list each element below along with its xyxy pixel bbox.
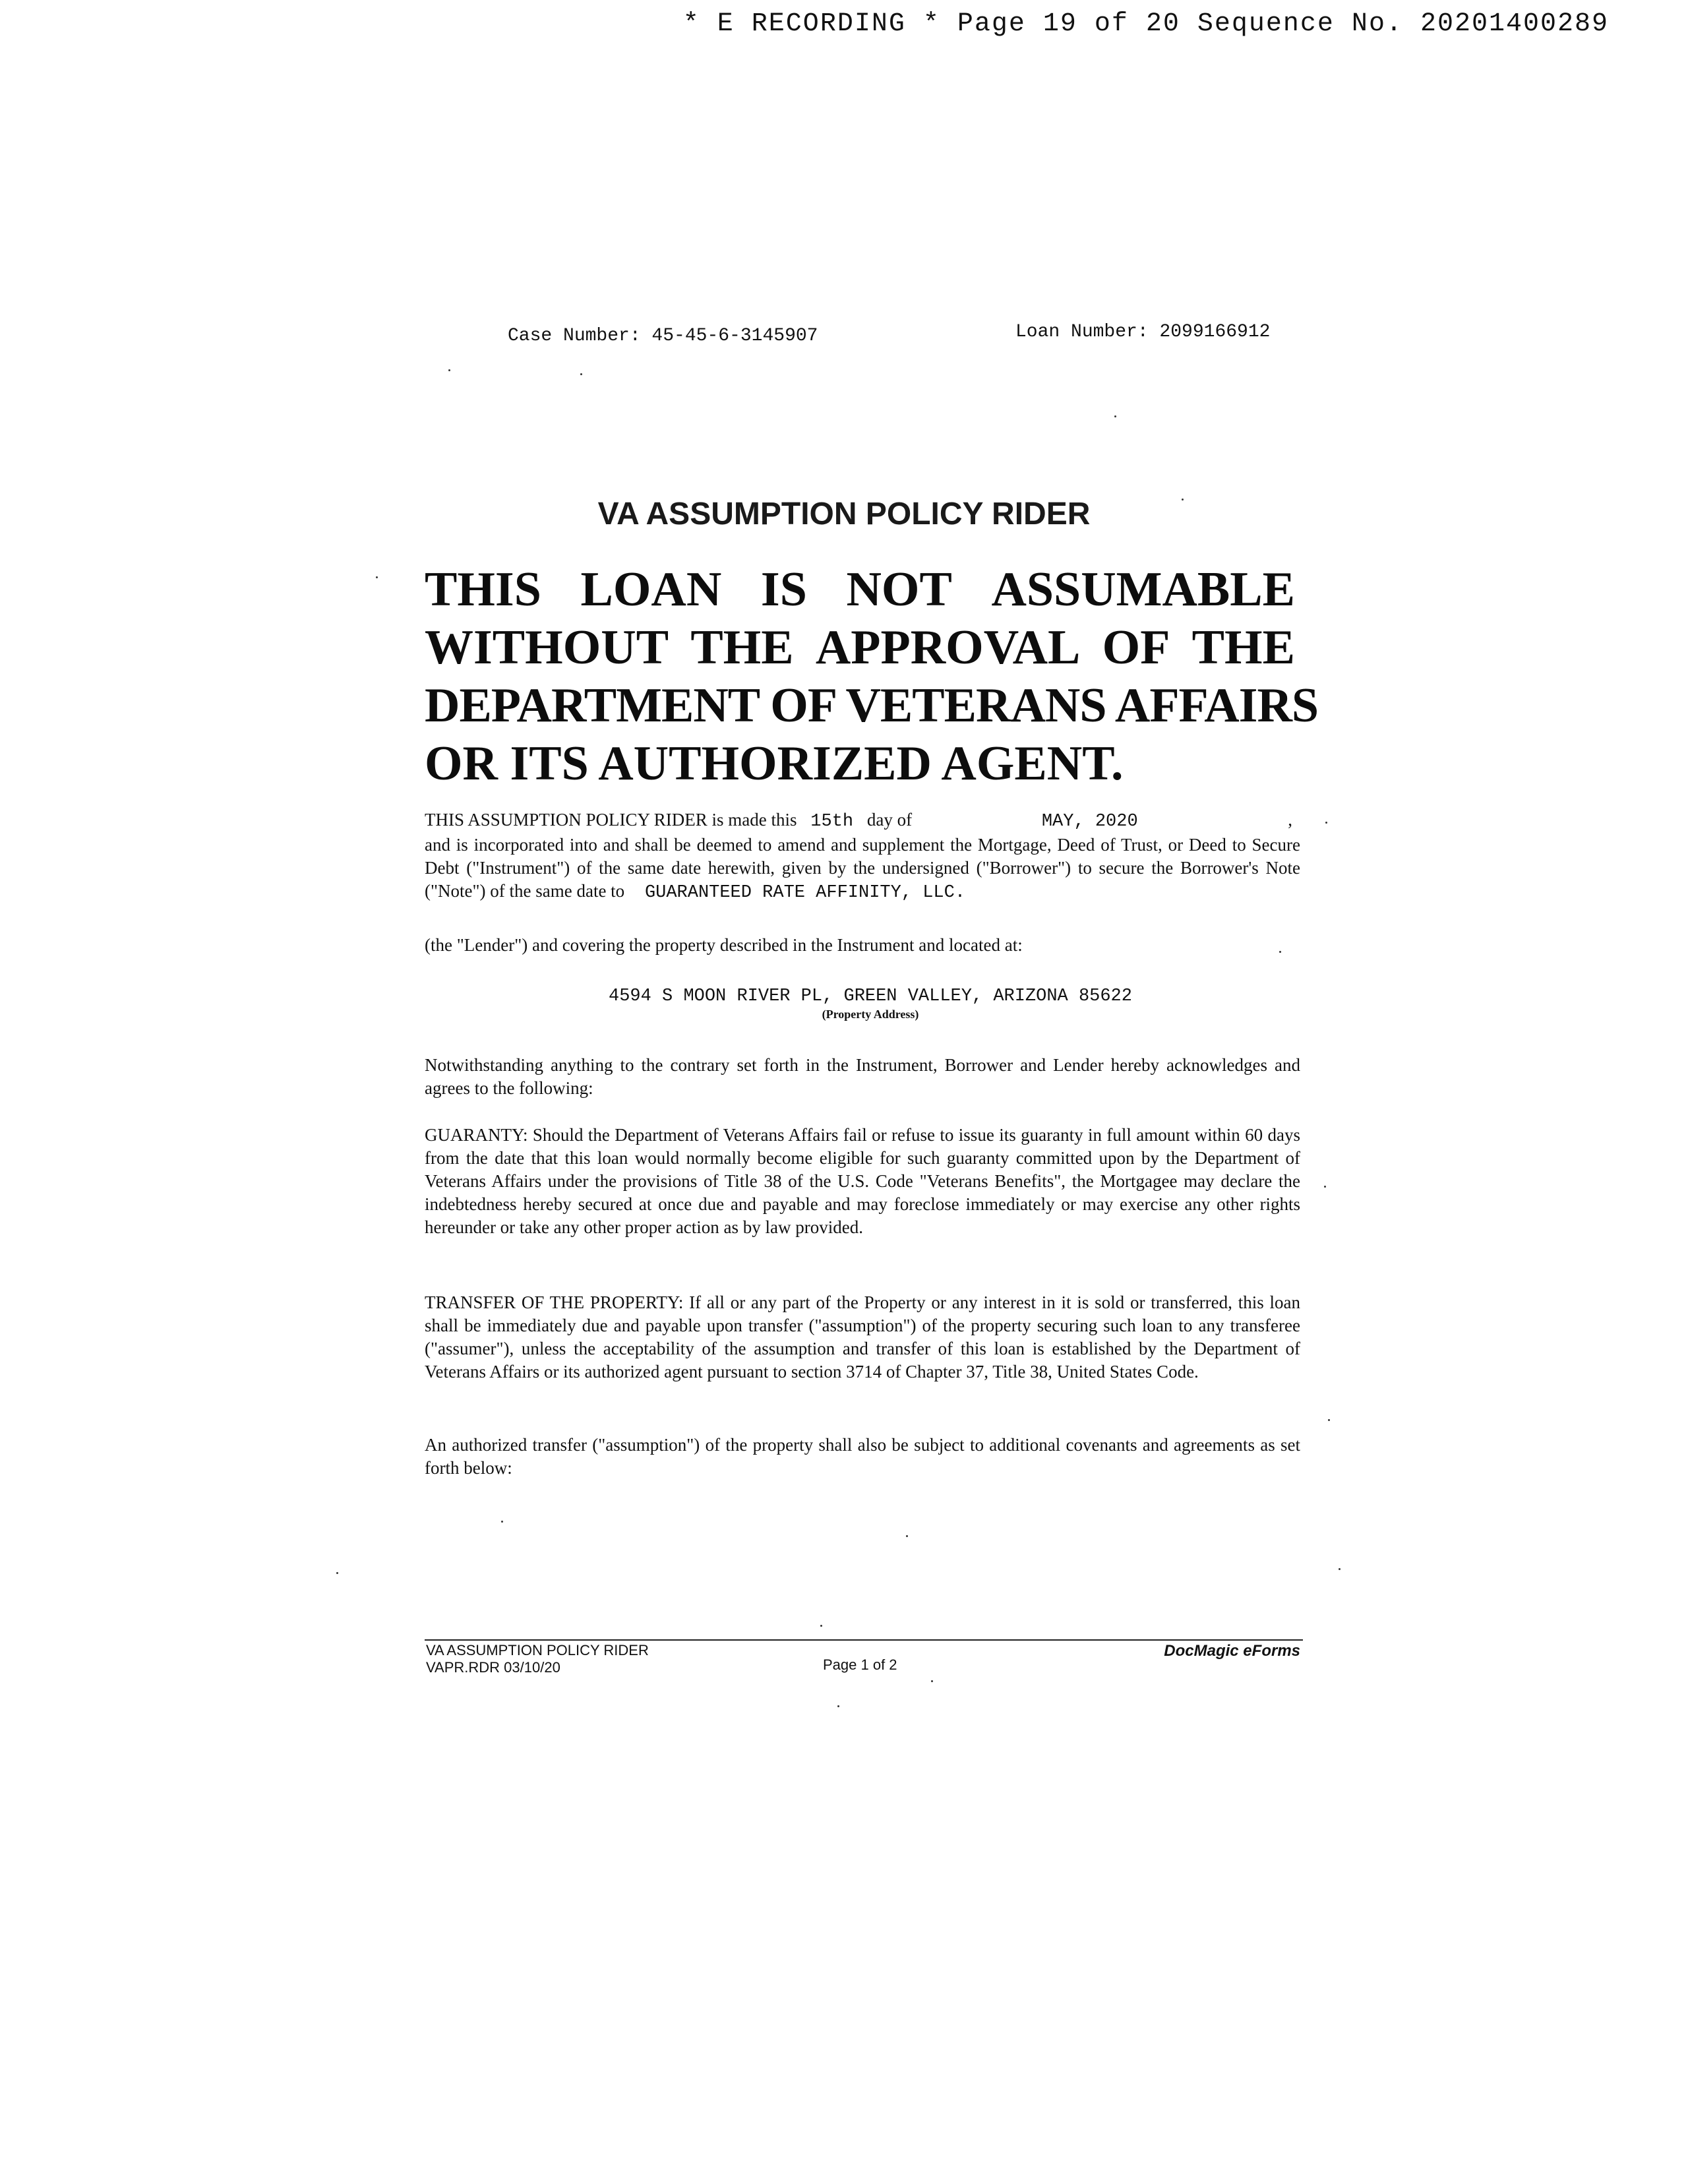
footer-form-name: VA ASSUMPTION POLICY RIDER bbox=[426, 1642, 649, 1658]
intro-comma: , bbox=[1288, 810, 1292, 830]
authorized-transfer-text: An authorized transfer ("assumption") of the property shall also be subject to additional covenants and agreements as set forth below: bbox=[425, 1435, 1300, 1478]
banner-word: IS bbox=[760, 562, 807, 617]
scan-speck bbox=[501, 1521, 503, 1523]
intro-date: MAY, 2020 bbox=[1041, 812, 1138, 832]
banner-word: NOT bbox=[846, 562, 952, 617]
footer-brand-logo: DocMagic eForms bbox=[1164, 1642, 1300, 1660]
banner-word: ASSUMABLE bbox=[991, 562, 1295, 617]
guaranty-text: GUARANTY: Should the Department of Veterans Affairs fail or refuse to issue its guaranty in full amount within 60 days from the date that this loan would normally become eligible for such guaranty committed upon by the Department of Veterans Affairs under the provisions of Title 38 of the U.S. Code "Veterans Benefits", the Mortgagee may declare the indebtedness hereby secured at once due and payable and may foreclose immediately or may exercise any other rights hereunder or take any other proper action as by law provided. bbox=[425, 1125, 1300, 1237]
case-number: Case Number: 45-45-6-3145907 bbox=[508, 326, 818, 346]
scan-speck bbox=[1324, 1186, 1326, 1188]
intro-first-line bbox=[425, 808, 1300, 834]
scan-speck bbox=[448, 369, 450, 371]
banner-word: APPROVAL bbox=[815, 621, 1081, 675]
banner-word: THIS bbox=[425, 562, 541, 617]
transfer-paragraph bbox=[425, 1291, 1300, 1383]
guaranty-paragraph bbox=[425, 1124, 1300, 1239]
property-address-block bbox=[0, 986, 1688, 1021]
banner-line-2 bbox=[425, 619, 1295, 677]
intro-lender-name: GUARANTEED RATE AFFINITY, LLC. bbox=[644, 883, 966, 903]
document-title: VA ASSUMPTION POLICY RIDER bbox=[597, 497, 1091, 531]
intro-made-this: THIS ASSUMPTION POLICY RIDER is made this bbox=[425, 810, 797, 830]
property-address-caption: (Property Address) bbox=[822, 1008, 919, 1021]
scan-speck bbox=[1114, 415, 1116, 417]
banner-word: THE bbox=[690, 621, 794, 675]
banner-word: WITHOUT bbox=[425, 621, 669, 675]
authorized-transfer-paragraph bbox=[425, 1434, 1300, 1480]
intro-body: and is incorporated into and shall be deemed to amend and supplement the Mortgage, Deed of Trust, or Deed to Secure Debt ("Instrument") of the same date herewith, given by the undersigned ("Borrower") to secure the Borrower's Note ("Note") of the same date to bbox=[425, 835, 1300, 901]
recording-header: * E RECORDING * Page 19 of 20 Sequence No. 20201400289 bbox=[682, 9, 1609, 39]
banner-word: THE bbox=[1191, 621, 1295, 675]
scan-speck bbox=[376, 576, 378, 578]
banner-line-4: OR ITS AUTHORIZED AGENT. bbox=[425, 737, 1124, 791]
scan-speck bbox=[1182, 499, 1184, 501]
scan-speck bbox=[1279, 951, 1281, 953]
scan-speck bbox=[837, 1705, 839, 1707]
banner-word: LOAN bbox=[580, 562, 722, 617]
scan-speck bbox=[1328, 1419, 1330, 1421]
banner-line-3: DEPARTMENT OF VETERANS AFFAIRS bbox=[425, 679, 1319, 733]
notwithstanding-text: Notwithstanding anything to the contrary set forth in the Instrument, Borrower and Lender hereby acknowledges and agrees to the following: bbox=[425, 1055, 1300, 1098]
transfer-text: TRANSFER OF THE PROPERTY: If all or any part of the Property or any interest in it is sold or transferred, this loan shall be immediately due and payable upon transfer ("assumption") of the property securing such loan to any transferee ("assumer"), unless the acceptability of the assumption and transfer of this loan is established by the Department of Veterans Affairs or its authorized agent pursuant to section 3714 of Chapter 37, Title 38, United States Code. bbox=[425, 1292, 1300, 1381]
banner-line-1 bbox=[425, 561, 1295, 619]
scan-speck bbox=[1339, 1568, 1341, 1570]
scan-speck bbox=[906, 1535, 908, 1537]
notwithstanding-paragraph bbox=[425, 1054, 1300, 1100]
not-assumable-banner bbox=[425, 561, 1319, 793]
scan-speck bbox=[580, 373, 582, 375]
scan-speck bbox=[1325, 822, 1327, 824]
intro-day-of: day of bbox=[866, 810, 913, 830]
loan-number: Loan Number: 2099166912 bbox=[1015, 322, 1271, 342]
intro-day: 15th bbox=[810, 812, 854, 832]
scan-speck bbox=[336, 1572, 338, 1574]
banner-word: OF bbox=[1102, 621, 1170, 675]
footer-divider bbox=[425, 1639, 1303, 1641]
scan-speck bbox=[820, 1625, 822, 1627]
intro-paragraph bbox=[425, 808, 1300, 905]
property-address: 4594 S MOON RIVER PL, GREEN VALLEY, ARIZONA 85622 bbox=[609, 986, 1132, 1006]
lender-line: (the "Lender") and covering the property described in the Instrument and located at: bbox=[425, 935, 1023, 955]
scan-speck bbox=[931, 1680, 933, 1682]
footer-page-number: Page 1 of 2 bbox=[823, 1656, 897, 1673]
footer-form-code: VAPR.RDR 03/10/20 bbox=[426, 1659, 560, 1676]
footer-form-info bbox=[426, 1642, 649, 1676]
intro-text bbox=[425, 834, 1300, 905]
